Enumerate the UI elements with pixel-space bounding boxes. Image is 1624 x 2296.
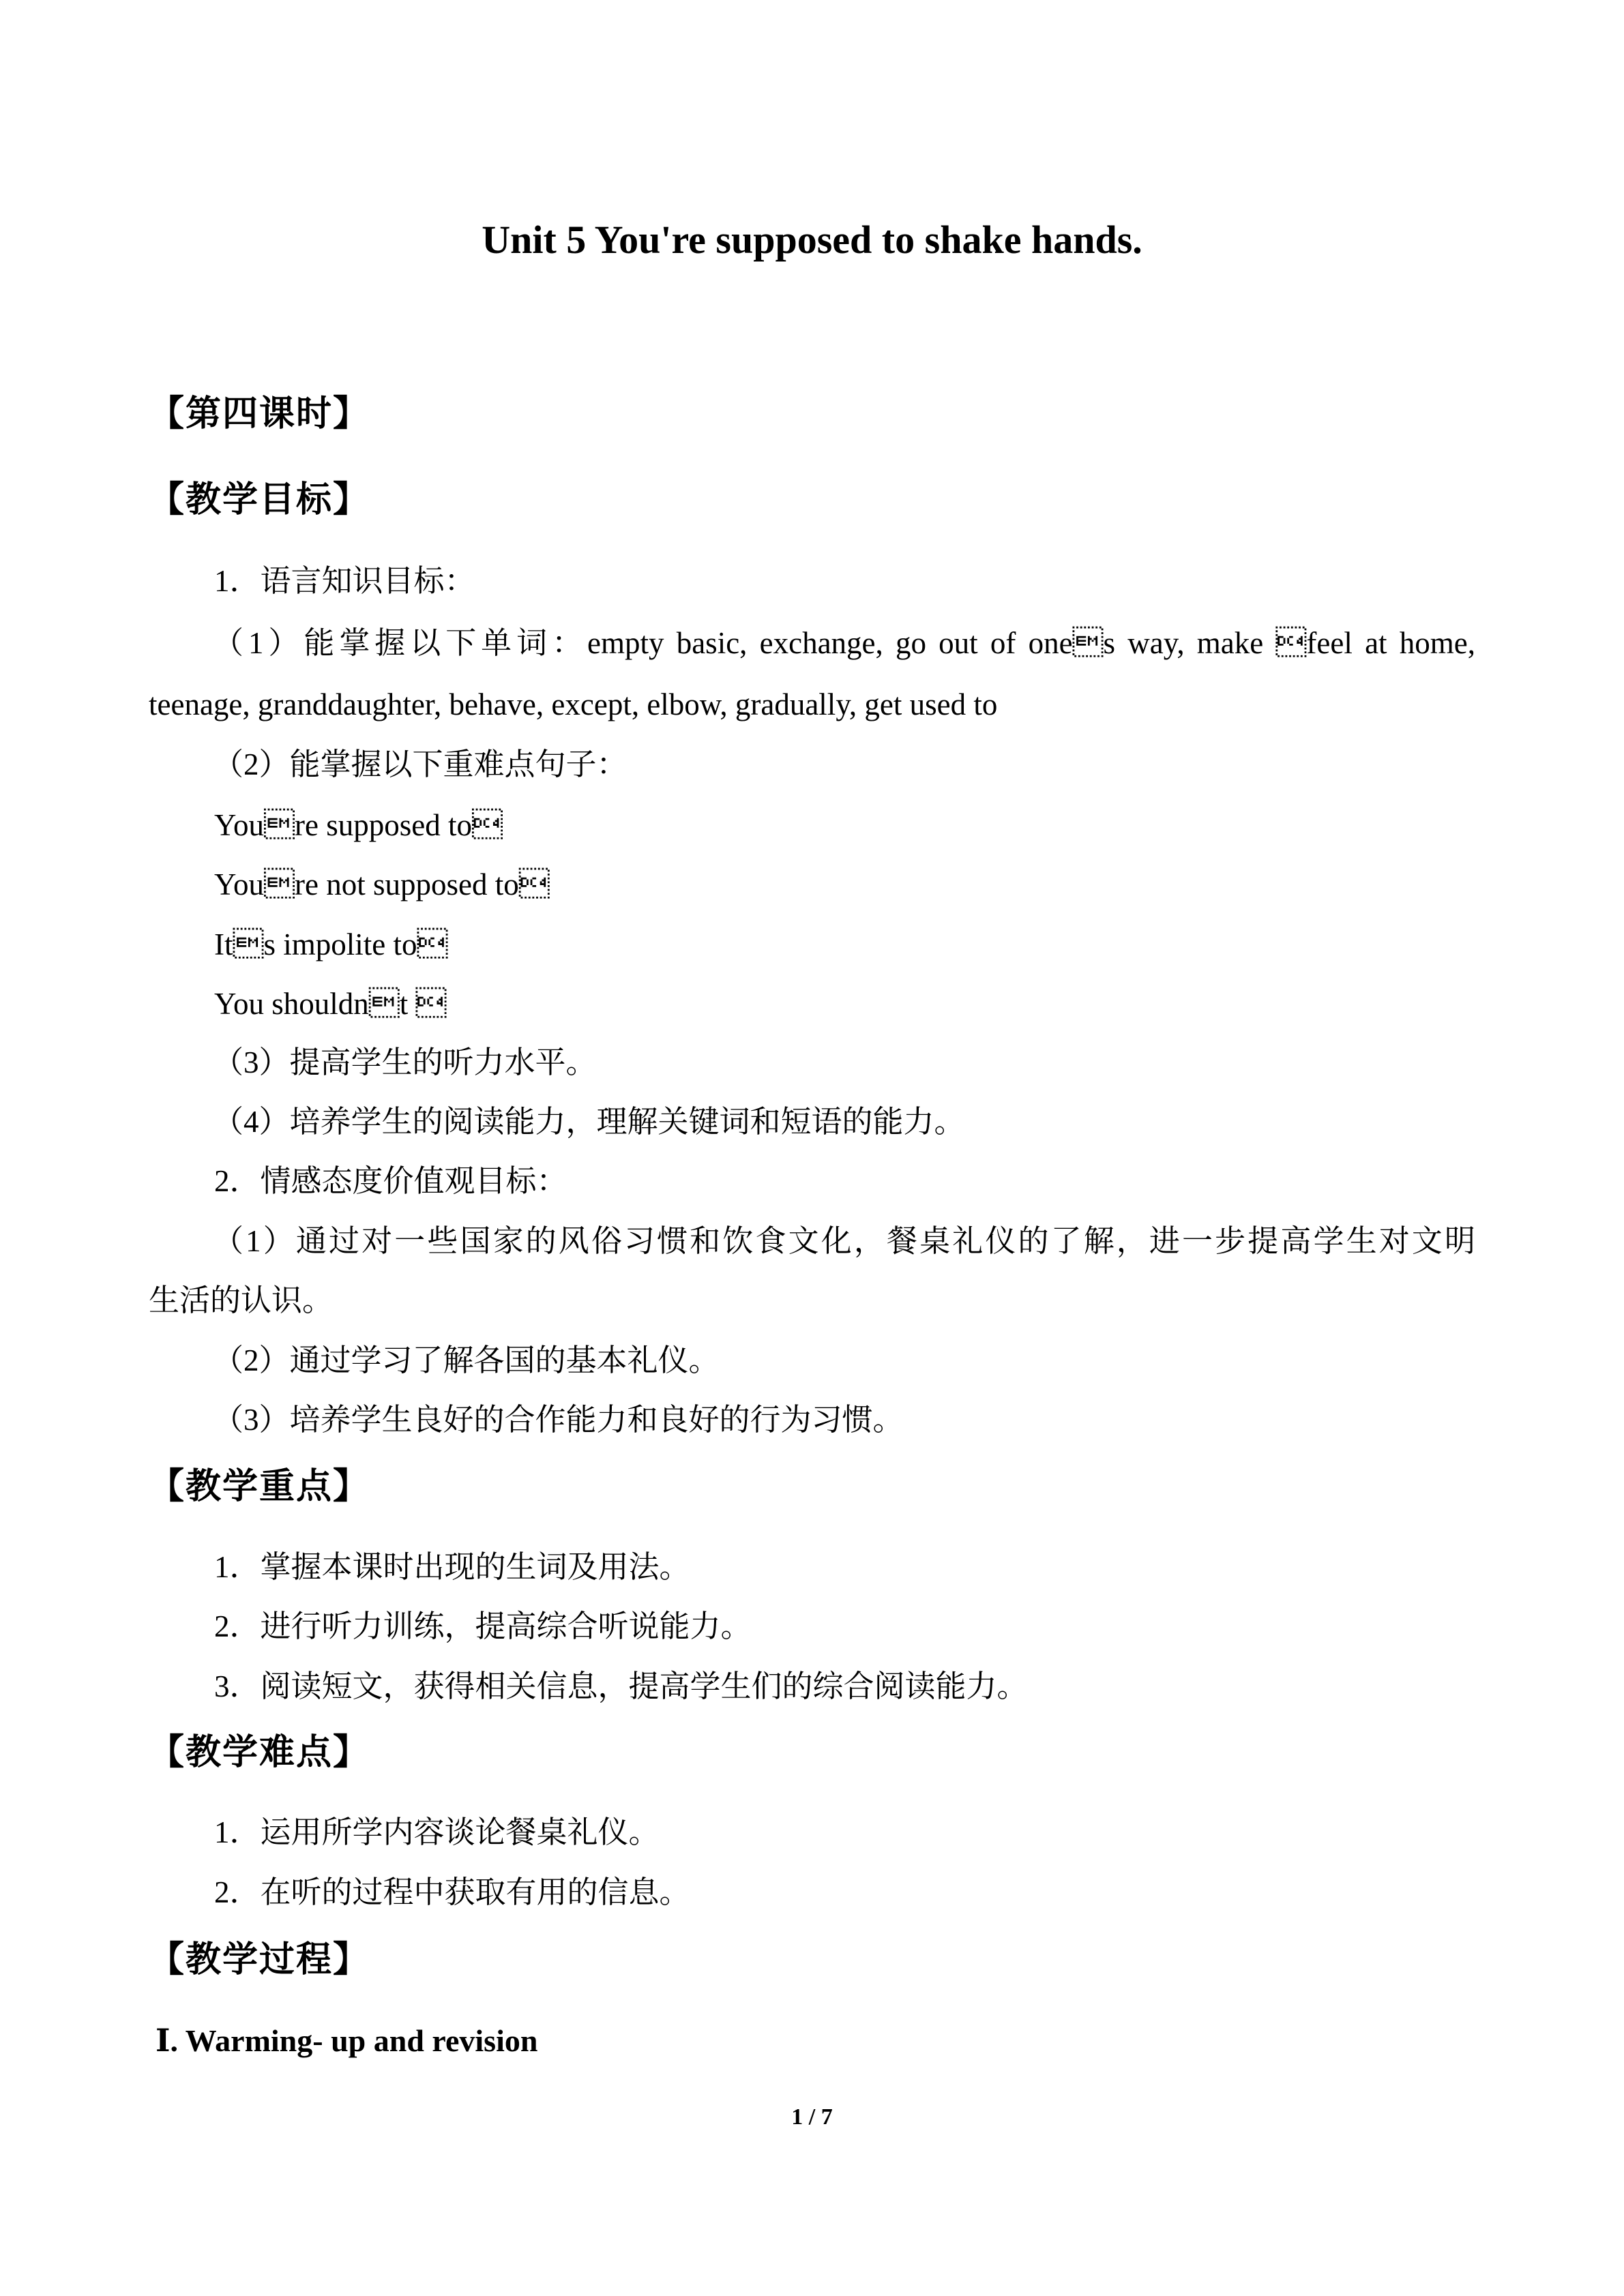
emotion-item-1-line-1: （1）通过对一些国家的风俗习惯和饮食文化，餐桌礼仪的了解，进一步提高学生对文明 [213, 1224, 1475, 1258]
sentence-line: Youre not supposed to [214, 867, 550, 901]
difficulty-item: 1．运用所学内容谈论餐桌礼仪。 [214, 1815, 660, 1849]
emotion-item-2: （2）通过学习了解各国的基本礼仪。 [213, 1343, 720, 1377]
document-title: Unit 5 You're supposed to shake hands. [482, 218, 1142, 262]
objectives-item-1-line-1: （1）能掌握以下单词：empty basic, exchange, go out of ones way, make feel at home, [213, 626, 1475, 660]
sentence-line: Its impolite to [214, 927, 448, 961]
sentence-line: You shouldnt  [214, 987, 447, 1021]
objectives-section-2: 2．情感态度价值观目标： [214, 1164, 567, 1198]
objectives-item-3: （3）提高学生的听力水平。 [213, 1045, 597, 1079]
heading-process: 【教学过程】 [149, 1939, 370, 1980]
objectives-item-2: （2）能掌握以下重难点句子： [213, 747, 628, 781]
emotion-item-1-line-2: 生活的认识。 [149, 1283, 334, 1317]
key-point-item: 2．进行听力训练，提高综合听说能力。 [214, 1609, 752, 1643]
difficulty-item: 2．在听的过程中获取有用的信息。 [214, 1875, 690, 1909]
process-subheading: Ⅰ. Warming- up and revision [156, 2023, 538, 2058]
objectives-item-4: （4）培养学生的阅读能力，理解关键词和短语的能力。 [213, 1105, 965, 1139]
sentence-line: Youre supposed to [214, 808, 503, 842]
key-point-item: 3．阅读短文，获得相关信息，提高学生们的综合阅读能力。 [214, 1669, 1028, 1703]
key-point-item: 1．掌握本课时出现的生词及用法。 [214, 1550, 690, 1584]
heading-difficulties: 【教学难点】 [149, 1732, 370, 1773]
emotion-item-3: （3）培养学生良好的合作能力和良好的行为习惯。 [213, 1403, 904, 1437]
heading-objectives: 【教学目标】 [149, 479, 370, 520]
page-number: 1 / 7 [791, 2104, 833, 2130]
objectives-section-1: 1．语言知识目标： [214, 564, 475, 598]
heading-period: 【第四课时】 [149, 393, 370, 434]
objectives-item-1-line-2: teenage, granddaughter, behave, except, elbow, gradually, get used to [149, 687, 998, 721]
heading-key-points: 【教学重点】 [149, 1466, 370, 1507]
